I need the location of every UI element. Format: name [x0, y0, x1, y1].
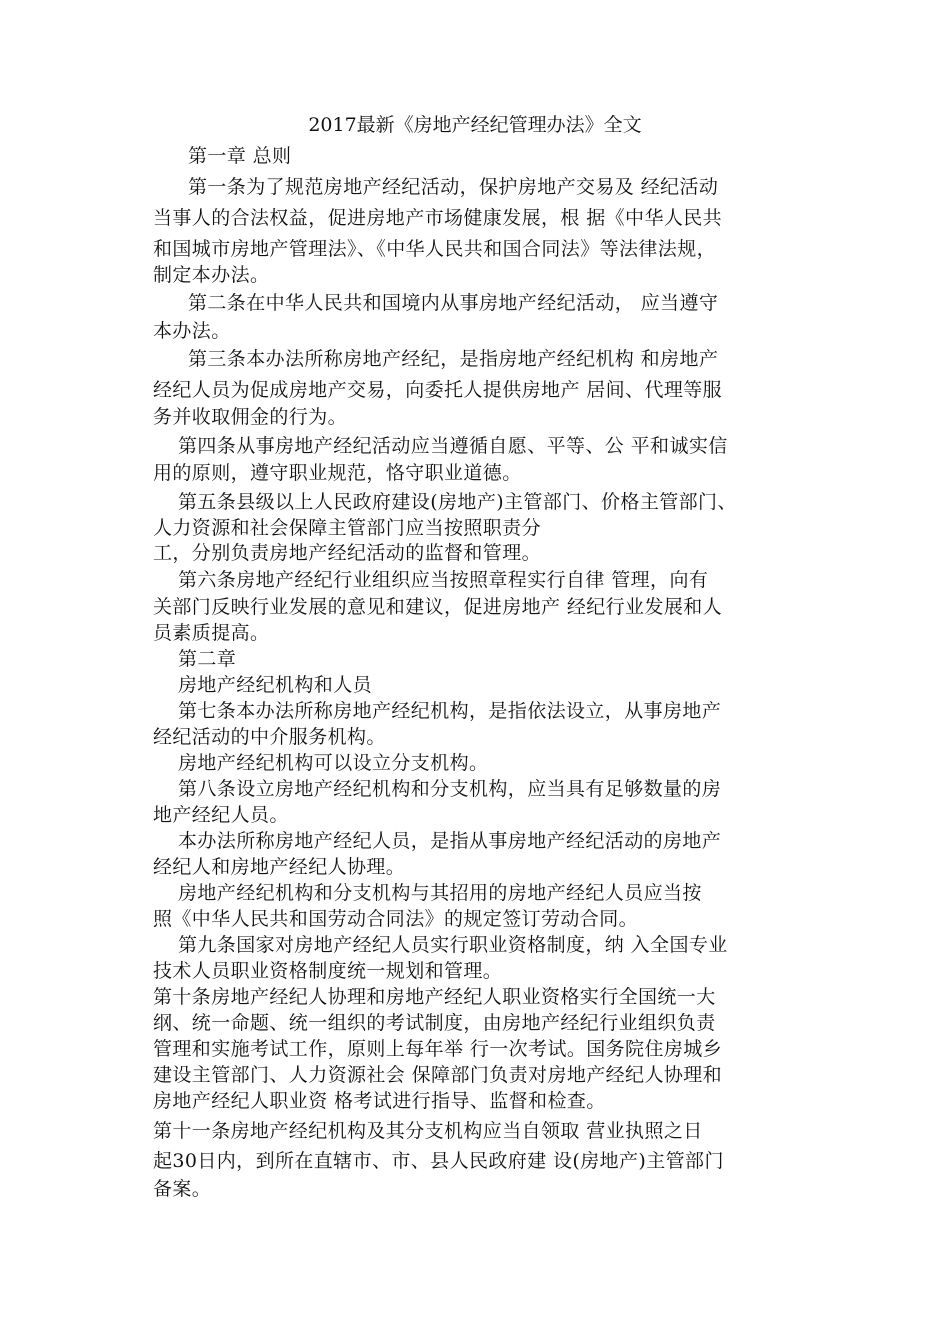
document-title: 2017最新《房地产经纪管理办法》全文	[308, 114, 642, 136]
text-line: 纲、统一命题、统一组织的考试制度，由房地产经纪行业组织负责	[153, 1012, 716, 1034]
text-line: 照《中华人民共和国劳动合同法》的规定签订劳动合同。	[153, 908, 639, 930]
text-line: 第九条国家对房地产经纪人员实行职业资格制度，纳 入全国专业	[178, 934, 728, 956]
text-line: 第一条为了规范房地产经纪活动，保护房地产交易及 经纪活动	[188, 176, 719, 198]
text-line: 经纪人员为促成房地产交易，向委托人提供房地产 居间、代理等服	[153, 379, 723, 401]
text-line: 房地产经纪人职业资 格考试进行指导、监督和检查。	[153, 1090, 606, 1112]
text-line: 务并收取佣金的行为。	[153, 406, 348, 428]
text-line: 第七条本办法所称房地产经纪机构，是指依法设立，从事房地产	[178, 700, 722, 722]
text-line: 第二条在中华人民共和国境内从事房地产经纪活动， 应当遵守	[188, 292, 719, 314]
text-line: 备案。	[153, 1178, 212, 1200]
text-line: 第五条县级以上人民政府建设(房地产)主管部门、价格主管部门、	[178, 491, 737, 513]
text-line: 第八条设立房地产经纪机构和分支机构，应当具有足够数量的房	[178, 778, 722, 800]
text-line: 本办法。	[153, 320, 231, 342]
text-line: 地产经纪人员。	[153, 804, 289, 826]
text-line: 员素质提高。	[153, 622, 270, 644]
text-line: 起30日内，到所在直辖市、市、县人民政府建 设(房地产)主管部门	[153, 1150, 724, 1172]
text-line: 建设主管部门、人力资源社会 保障部门负责对房地产经纪人协理和	[153, 1064, 723, 1086]
text-line: 技术人员职业资格制度统一规划和管理。	[153, 960, 503, 982]
chapter-heading: 第一章 总则	[188, 145, 292, 167]
text-line: 本办法所称房地产经纪人员，是指从事房地产经纪活动的房地产	[178, 830, 722, 852]
text-line: 第六条房地产经纪行业组织应当按照章程实行自律 管理，向有	[178, 569, 709, 591]
text-line: 房地产经纪机构和分支机构与其招用的房地产经纪人员应当按	[178, 882, 702, 904]
chapter-subheading: 房地产经纪机构和人员	[178, 674, 373, 696]
text-line: 工，分别负责房地产经纪活动的监督和管理。	[153, 542, 542, 564]
text-line: 经纪活动的中介服务机构。	[153, 726, 386, 748]
text-line: 制定本办法。	[153, 264, 270, 286]
text-line: 当事人的合法权益，促进房地产市场健康发展，根 据《中华人民共	[153, 207, 723, 229]
text-line: 第十一条房地产经纪机构及其分支机构应当自领取 营业执照之日	[153, 1120, 703, 1142]
text-line: 第十条房地产经纪人协理和房地产经纪人职业资格实行全国统一大	[153, 986, 716, 1008]
chapter-heading: 第二章	[178, 648, 237, 670]
text-line: 第三条本办法所称房地产经纪，是指房地产经纪机构 和房地产	[188, 348, 719, 370]
text-line: 房地产经纪机构可以设立分支机构。	[178, 752, 489, 774]
text-line: 第四条从事房地产经纪活动应当遵循自愿、平等、公 平和诚实信	[178, 435, 728, 457]
text-line: 经纪人和房地产经纪人协理。	[153, 856, 406, 878]
text-line: 关部门反映行业发展的意见和建议，促进房地产 经纪行业发展和人	[153, 596, 723, 618]
text-line: 和国城市房地产管理法》、《中华人民共和国合同法》等法律法规，	[153, 238, 717, 260]
text-line: 人力资源和社会保障主管部门应当按照职责分	[153, 517, 542, 539]
text-line: 管理和实施考试工作，原则上每年举 行一次考试。国务院住房城乡	[153, 1038, 723, 1060]
text-line: 用的原则，遵守职业规范，恪守职业道德。	[153, 462, 522, 484]
